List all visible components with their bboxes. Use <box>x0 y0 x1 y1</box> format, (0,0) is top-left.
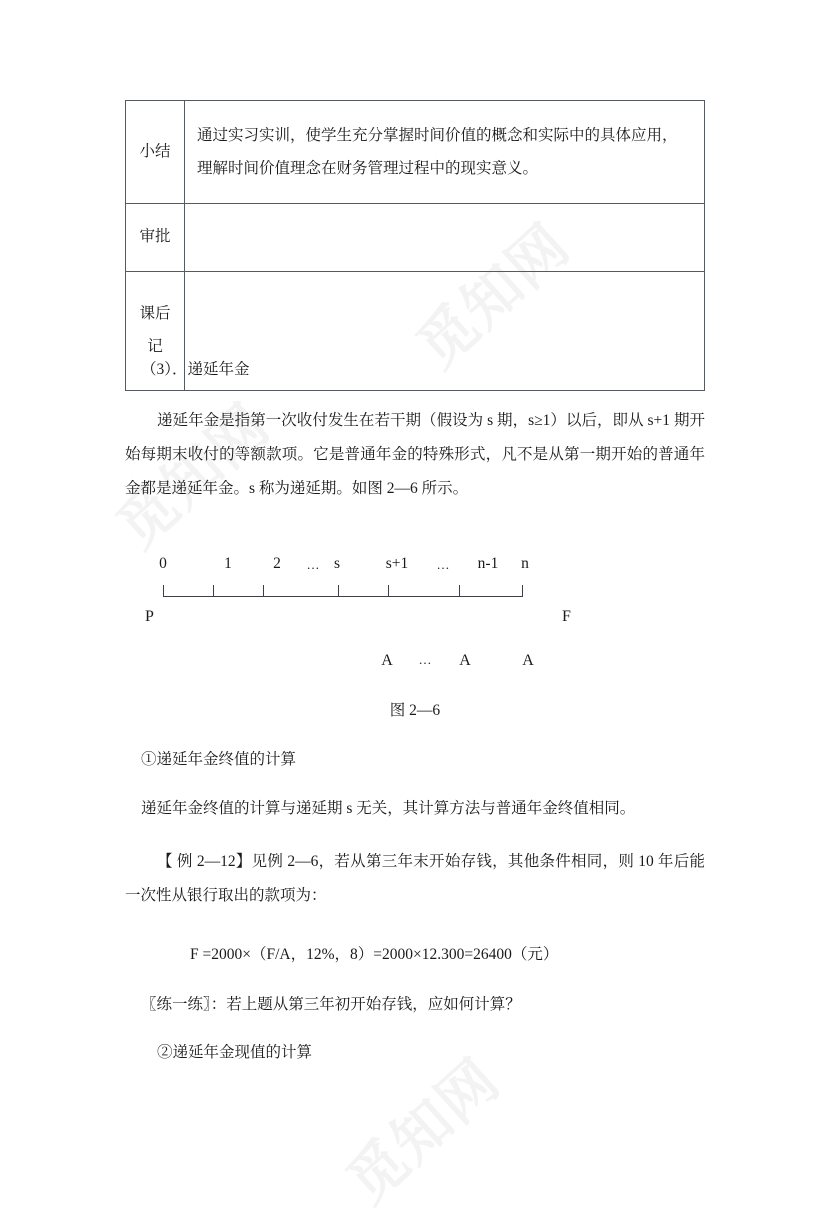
paragraph-terminal-value: 递延年金终值的计算与递延期 s 无关，其计算方法与普通年金终值相同。 <box>141 800 636 817</box>
tick-label-ellipsis-2: … <box>436 557 450 572</box>
row-label-text: 审批 <box>139 228 171 246</box>
row-label-text-line2: 记 <box>147 338 163 355</box>
tick-label-s: s <box>333 555 341 572</box>
table-row <box>126 204 705 272</box>
row-body-approval <box>185 204 705 272</box>
subheading-terminal-value: ①递延年金终值的计算 <box>141 751 297 768</box>
tick-label-n-minus-1: n-1 <box>477 555 499 572</box>
row-label-text-line1: 课后 <box>139 305 171 323</box>
timeline-tick-2 <box>263 585 264 597</box>
timeline-tick-0 <box>163 585 164 597</box>
summary-line-2: 理解时间价值理念在财务管理过程中的现实意义。 <box>197 160 539 177</box>
timeline-axis <box>163 596 523 597</box>
annuity-label-3: A <box>522 652 534 669</box>
tick-label-ellipsis-1: … <box>306 557 320 572</box>
tick-label-s-plus-1: s+1 <box>385 555 409 572</box>
lesson-plan-table <box>125 100 705 391</box>
tick-label-1: 1 <box>224 555 232 572</box>
subheading-present-value: ②递延年金现值的计算 <box>157 1044 313 1061</box>
tick-label-2: 2 <box>273 555 281 572</box>
future-value-label: F <box>562 608 571 625</box>
row-label-approval <box>126 204 185 272</box>
annuity-label-2: A <box>459 652 471 669</box>
paragraph-definition: 递延年金是指第一次收付发生在若干期（假设为 s 期，s≥1）以后，即从 s+1 期开始每期末收付的等额款项。它是普通年金的特殊形式，凡不是从第一期开始的普通年金都是递延年金。s 称为递延期。如图 2—6 所示。 <box>125 412 705 498</box>
row-label-summary <box>126 101 185 204</box>
annuity-ellipsis: … <box>418 652 432 667</box>
table-row <box>126 101 705 204</box>
figure-caption: 图 2—6 <box>389 702 441 719</box>
formula-future-value: F =2000×（F/A，12%，8）=2000×12.300=26400（元） <box>190 946 559 963</box>
heading-deferred-annuity: （3）．递延年金 <box>141 361 250 378</box>
paragraph-exercise: 〖练一练〗：若上题从第三年初开始存钱，应如何计算？ <box>141 996 521 1013</box>
present-value-label: P <box>145 608 154 625</box>
timeline-tick-1 <box>213 585 214 597</box>
timeline-tick-4 <box>388 585 389 597</box>
paragraph-example: 【 例 2—12】见例 2—6，若从第三年末开始存钱，其他条件相同，则 10 年后能一次性从银行取出的款项为： <box>125 853 705 905</box>
tick-label-n: n <box>521 555 529 572</box>
summary-line-1: 通过实习实训，使学生充分掌握时间价值的概念和实际中的具体应用， <box>197 126 678 144</box>
timeline-figure <box>125 548 705 688</box>
row-label-text: 小结 <box>139 142 171 160</box>
timeline-tick-end <box>522 585 523 597</box>
annuity-label-1: A <box>381 652 393 669</box>
tick-label-0: 0 <box>159 555 167 572</box>
timeline-tick-5 <box>459 585 460 597</box>
row-body-summary <box>185 101 705 204</box>
timeline-tick-3 <box>338 585 339 597</box>
